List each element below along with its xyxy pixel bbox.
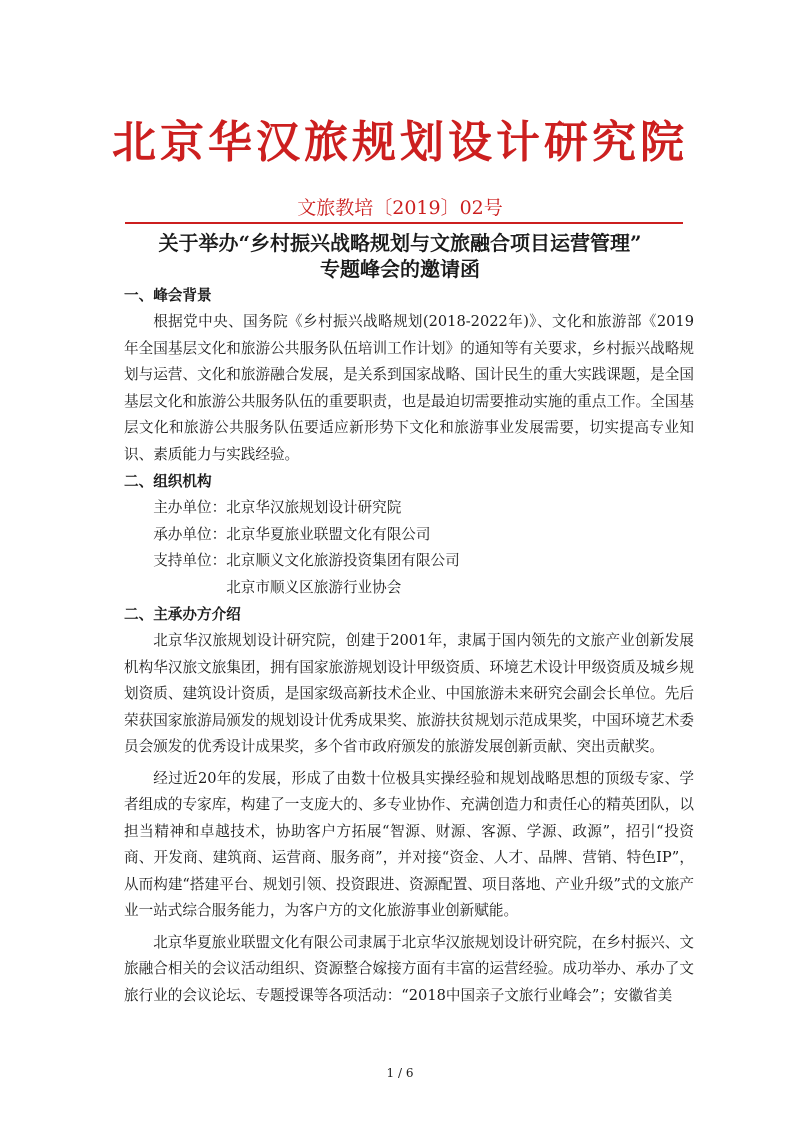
section-heading-organizers-intro: 二、主承办方介绍 — [124, 606, 241, 623]
red-divider-line — [125, 222, 683, 224]
organization-title: 北京华汉旅规划设计研究院 — [112, 117, 688, 168]
section-heading-background: 一、峰会背景 — [124, 287, 212, 304]
intro-paragraph-1: 北京华汉旅规划设计研究院，创建于2001年，隶属于国内领先的文旅产业创新发展机构华汉旅文旅集团，拥有国家旅游规划设计甲级资质、环境艺术设计甲级资质及城乡规划资质、建筑设计资质，是国家级高新技术企业、中国旅游未来研究会副会长单位。先后荣获国家旅游局颁发的规划设计优秀成果奖、旅游扶贫规划示范成果奖，中国环境艺术委员会颁发的优秀设计成果奖，多个省市政府颁发的旅游发展创新贡献、突出贡献奖。 — [124, 632, 694, 755]
host-unit: 主办单位：北京华汉旅规划设计研究院 — [153, 499, 402, 516]
document-body — [124, 282, 694, 1009]
document-number: 文旅教培〔2019〕02号 — [297, 197, 503, 219]
section-heading-organization: 二、组织机构 — [124, 473, 212, 490]
supporter-unit-2 — [124, 575, 694, 602]
document-title-line1: 关于举办“乡村振兴战略规划与文旅融合项目运营管理” — [158, 231, 642, 255]
supporter-unit-2-text: 北京市顺义区旅游行业协会 — [226, 578, 402, 596]
supporter-unit: 支持单位：北京顺义文化旅游投资集团有限公司 — [153, 552, 460, 569]
intro-paragraph-2: 经过近20年的发展，形成了由数十位极具实操经验和规划战略思想的顶级专家、学者组成的专家库，构建了一支庞大的、多专业协作、充满创造力和责任心的精英团队，以担当精神和卓越技术，协助客户方拓展“智源、财源、客源、学源、政源”，招引“投资商、开发商、建筑商、运营商、服务商”，并对接“资金、人才、品牌、营销、特色IP”，从而构建“搭建平台、规划引领、投资跟进、资源配置、项目落地、产业升级”式的文旅产业一站式综合服务能力，为客户方的文化旅游事业创新赋能。 — [124, 769, 694, 919]
background-paragraph: 根据党中央、国务院《乡村振兴战略规划(2018-2022年)》、文化和旅游部《2019年全国基层文化和旅游公共服务队伍培训工作计划》的通知等有关要求，乡村振兴战略规划与运营、文化和旅游融合发展，是关系到国家战略、国计民生的重大实践课题，是全国基层文化和旅游公共服务队伍的重要职责，也是最迫切需要推动实施的重点工作。全国基层文化和旅游公共服务队伍要适应新形势下文化和旅游事业发展需要，切实提高专业知识、素质能力与实践经验。 — [124, 313, 694, 463]
page-number: 1 / 6 — [386, 1066, 414, 1080]
document-title-line2: 专题峰会的邀请函 — [320, 257, 480, 281]
organizer-unit: 承办单位：北京华夏旅业联盟文化有限公司 — [153, 525, 431, 543]
intro-paragraph-3: 北京华夏旅业联盟文化有限公司隶属于北京华汉旅规划设计研究院，在乡村振兴、文旅融合相关的会议活动组织、资源整合嫁接方面有丰富的运营经验。成功举办、承办了文旅行业的会议论坛、专题授课等各项活动：“2018中国亲子文旅行业峰会”；安徽省美 — [124, 933, 694, 1004]
